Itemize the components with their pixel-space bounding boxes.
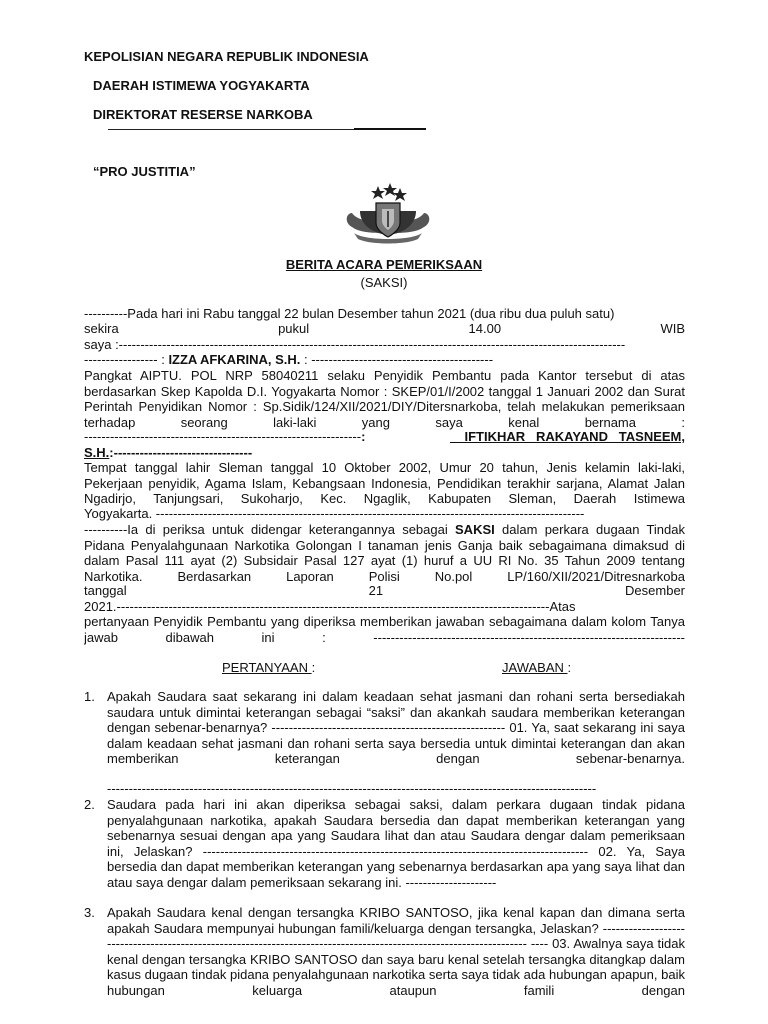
opening-line-saya: saya :--------------------------------------------------------------------------------------------------------------------- (84, 337, 626, 352)
qa-item: Apakah Saudara kenal dengan tersangka KRIBO SANTOSO, jika kenal kapan dan dimana serta apakah Saudara mempunyai hubungan famili/keluarga dengan tersangka, Jelaskan? -------------------------------------------------------------------------------------------------------------------- ---- 03. Awalnya saya tidak kenal dengan tersangka KRIBO SANTOSO dan saya baru kenal setelah tersangka ditangkap dalam kasus dugaan tindak pidana penyalahgunaan narkotika serta saya tidak ada hubungan apapun, baik hubungan keluarga ataupun famili dengan (107, 905, 685, 998)
qa-number: 2. (84, 797, 95, 812)
opening-line-time (84, 321, 685, 337)
qa-number: 1. (84, 689, 95, 704)
witness-identity: Tempat tanggal lahir Sleman tanggal 10 Oktober 2002, Umur 20 tahun, Jenis kelamin laki-laki, Pekerjaan penyidik, Agama Islam, Kebangsaan Indonesia, Pendidikan terakhir sarjana, Alamat Jalan Ngadirjo, Tanjungsari, Sukoharjo, Kec. Ngaglik, Kabupaten Sleman, Daerah Istimewa (84, 460, 685, 506)
investigator-line (84, 352, 685, 368)
agency-name: KEPOLISIAN NEGARA REPUBLIK INDONESIA (84, 49, 369, 64)
report-date-month: Desember (625, 583, 685, 598)
qa-item: Apakah Saudara saat sekarang ini dalam keadaan sehat jasmani dan rohani serta bersediakah saudara untuk dimintai keterangan sebagai “saksi” dan akankah saudara memberikan keterangan dengan sebenar-benarnya? ------------------------------------------------------ 01. Ya, saat sekarang ini saya dalam keadaan sehat jasmani dan rohani serta saya bersedia untuk dimintai keterangan dan akan memberikan keterangan dengan sebenar-benarnya. (107, 689, 685, 766)
time-value: 14.00 (468, 321, 502, 336)
report-date-word: tanggal (84, 583, 127, 598)
witness-name-cont (84, 445, 685, 461)
qa-item: Saudara pada hari ini akan diperiksa sebagai saksi, dalam perkara dugaan tindak pidana penyalahgunaan narkotika, apakah Saudara bersedia dan dapat memberikan keterangan yang sebenarnya sesuai dengan apa yang Saudara lihat dan atau Saudara dengar dalam pemeriksaan ini, Jelaskan? ----------------------------------------------------------------------------------------- 02. Ya, Saya bersedia dan dapat memberikan keterangan yang sebenarnya berdasarkan apa yang saya lihat dan atau saya dengar dalam pemeriksaan sekarang ini. --------------------- (107, 797, 685, 890)
document-title: BERITA ACARA PEMERIKSAAN (285, 257, 483, 272)
time-word-sekira: sekira (84, 321, 119, 336)
colon: : (361, 429, 366, 444)
witness-name-line (84, 429, 685, 445)
letterhead-rule-thin (108, 129, 354, 130)
time-zone: WIB (660, 321, 685, 336)
investigator-name: IZZA AFKARINA, S.H. (168, 352, 301, 367)
opening-line-date: ----------Pada hari ini Rabu tanggal 22 bulan Desember tahun 2021 (dua ribu dua puluh satu) (84, 306, 615, 321)
role-saksi: SAKSI (455, 522, 495, 537)
witness-degree: S.H. (84, 445, 110, 460)
pro-justitia: “PRO JUSTITIA” (93, 164, 196, 179)
qa-number: 3. (84, 905, 95, 920)
report-date-day: 21 (368, 583, 384, 598)
document-subtitle: (SAKSI) (360, 275, 408, 290)
report-date-line (84, 583, 685, 599)
region-name: DAERAH ISTIMEWA YOGYAKARTA (93, 78, 310, 93)
dash-trail: : ------------------------------------------ (300, 352, 494, 367)
investigator-details: Pangkat AIPTU. POL NRP 58040211 selaku Penyidik Pembantu pada Kantor tersebut di atas berdasarkan Skep Kapolda D.I. Yogyakarta Nomor : SKEP/01/I/2002 tanggal 1 Januari 2002 dan Surat Perintah Penyidikan Nomor : Sp.Sidik/124/XII/2021/DIY/Ditersnarkoba, telah melakukan pemeriksaan terhadap seorang laki-laki yang saya kenal bernama : (84, 368, 685, 430)
qa-separator: ----------------------------------------------------------------------------------------------------------------- (107, 781, 597, 796)
letterhead-rule-thick (354, 128, 426, 130)
witness-name: IFTIKHAR RAKAYAND TASNEEM, (450, 429, 685, 444)
question-column-header: PERTANYAAN : (222, 660, 316, 675)
dash-lead: ---------------------------------------------------------------- (84, 429, 362, 444)
dash-trail: :-------------------------------- (109, 445, 253, 460)
witness-identity-end: Yogyakarta. --------------------------------------------------------------------------------------------------- (84, 506, 585, 521)
police-emblem-icon (342, 183, 434, 245)
case-description: ----------Ia di periksa untuk didengar keterangannya sebagai SAKSI dalam perkara dugaan Tindak Pidana Penyalahgunaan Narkotika Golongan I tanaman jenis Ganja baik sebagaimana dimaksud di dalam Pasal 111 ayat (2) Subsidair Pasal 127 ayat (1) huruf a UU RI No. 35 Tahun 2009 tentang Narkotika. Berdasarkan Laporan Polisi No.pol LP/160/XII/2021/Ditresnarkoba (84, 522, 685, 584)
answer-column-header: JAWABAN : (502, 660, 572, 675)
qa-intro: pertanyaan Penyidik Pembantu yang diperiksa memberikan jawaban sebagaimana dalam kolom Tanya jawab dibawah ini : ------------------------------------------------------------------------ (84, 614, 685, 645)
dash-lead: ----------------- : (84, 352, 169, 367)
directorate-name: DIREKTORAT RESERSE NARKOBA (93, 107, 313, 122)
report-date-year: 2021.----------------------------------------------------------------------------------------------------Atas (84, 599, 576, 614)
time-word-pukul: pukul (278, 321, 310, 336)
